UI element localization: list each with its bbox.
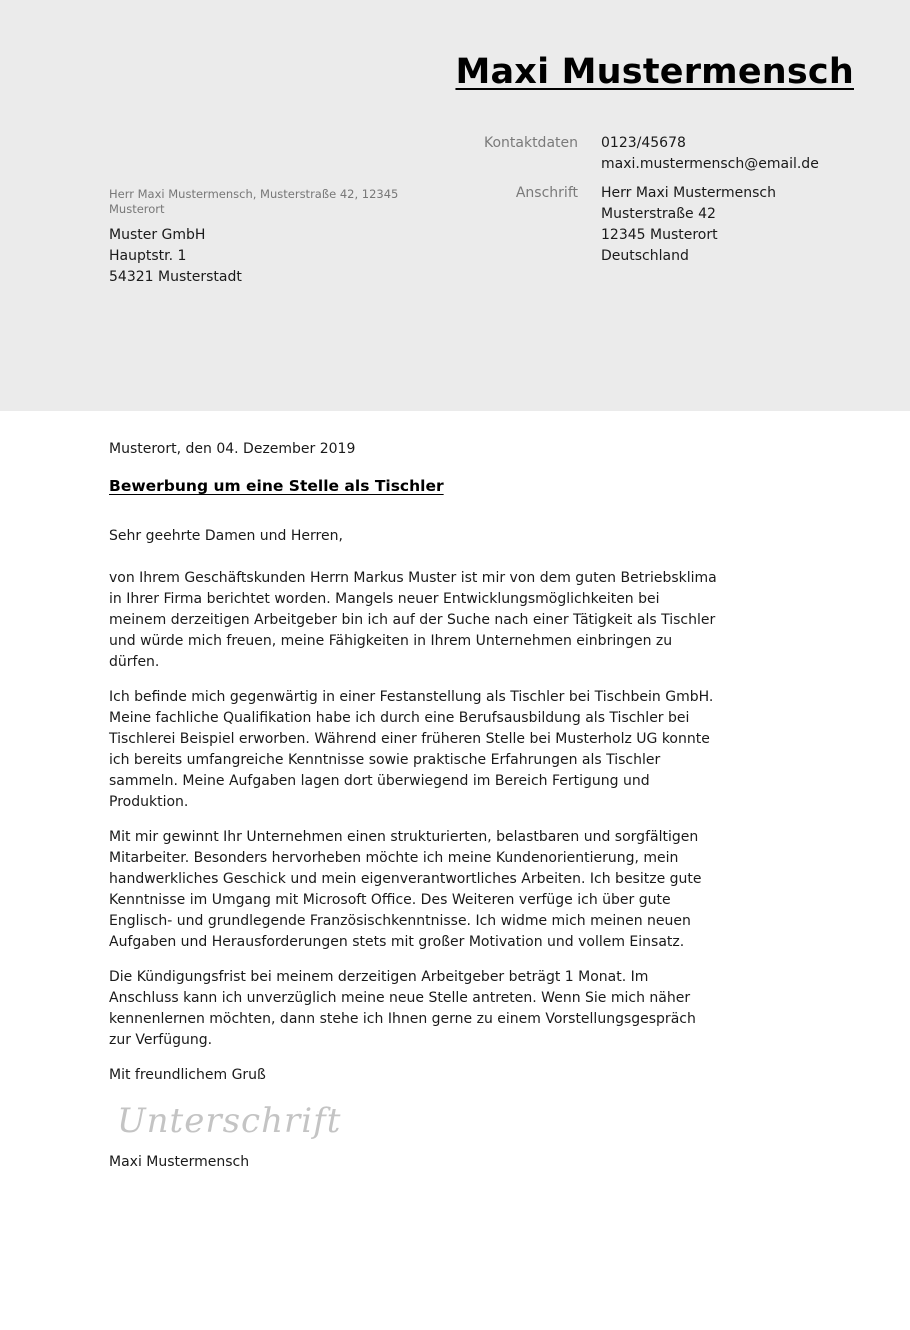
recipient-address [109,225,242,288]
recipient-line: Muster GmbH [109,227,206,243]
contact-label: Kontaktdaten [483,135,578,151]
address-line: Musterstraße 42 [601,206,716,222]
return-address-line: Herr Maxi Mustermensch, Musterstraße 42, 12345 Musterort [109,187,399,216]
address-row [440,183,860,267]
email-address: maxi.mustermensch@email.de [601,156,819,172]
recipient-line: Hauptstr. 1 [109,248,187,264]
letter-date: Musterort, den 04. Dezember 2019 [109,441,356,457]
paragraph: Die Kündigungsfrist bei meinem derzeitigen Arbeitgeber beträgt 1 Monat. Im Anschluss kann ich unverzüglich meine neue Stelle antreten. Wenn Sie mich näher kennenlernen möchten, dann stehe ich Ihnen gerne zu einem Vorstellungsgespräch zur Verfügung. [109,969,696,1048]
address-line: Herr Maxi Mustermensch [601,185,776,201]
signature-image: Unterschrift [117,1101,342,1141]
closing: Mit freundlichem Gruß [109,1067,266,1083]
contact-block [440,133,860,275]
recipient-line: 54321 Musterstadt [109,269,242,285]
letter-subject: Bewerbung um eine Stelle als Tischler [109,477,444,495]
address-values [601,183,776,267]
signed-name: Maxi Mustermensch [109,1154,250,1170]
address-label: Anschrift [515,185,578,201]
address-line: Deutschland [601,248,689,264]
contact-values [601,133,819,175]
phone-number: 0123/45678 [601,135,686,151]
paragraph: von Ihrem Geschäftskunden Herrn Markus Muster ist mir von dem guten Betriebsklima in Ihrer Firma berichtet worden. Mangels neuer Entwicklungsmöglichkeiten bei meinem derzeitigen Arbeitgeber bin ich auf der Suche nach einer Tätigkeit als Tischler und würde mich freuen, meine Fähigkeiten in Ihrem Unternehmen einbringen zu dürfen. [109,570,717,670]
paragraph: Ich befinde mich gegenwärtig in einer Festanstellung als Tischler bei Tischbein GmbH. Meine fachliche Qualifikation habe ich durch eine Berufsausbildung als Tischler bei Tischlerei Beispiel erworben. Während einer früheren Stelle bei Musterholz UG konnte ich bereits umfangreiche Kenntnisse sowie praktische Erfahrungen als Tischler sammeln. Meine Aufgaben lagen dort überwiegend im Bereich Fertigung und Produktion. [109,689,714,810]
contact-row [440,133,860,175]
salutation: Sehr geehrte Damen und Herren, [109,528,343,544]
sender-name: Maxi Mustermensch [455,52,854,92]
paragraph: Mit mir gewinnt Ihr Unternehmen einen strukturierten, belastbaren und sorgfältigen Mitarbeiter. Besonders hervorheben möchte ich meine Kundenorientierung, mein handwerkliches Geschick und mein eigenverantwortliches Arbeiten. Ich besitze gute Kenntnisse im Umgang mit Microsoft Office. Des Weiteren verfüge ich über gute Englisch- und grundlegende Französischkenntnisse. Ich widme mich meinen neuen Aufgaben und Herausforderungen stets mit großer Motivation und vollem Einsatz. [109,829,702,950]
letter-body [109,439,717,1173]
address-line: 12345 Musterort [601,227,718,243]
